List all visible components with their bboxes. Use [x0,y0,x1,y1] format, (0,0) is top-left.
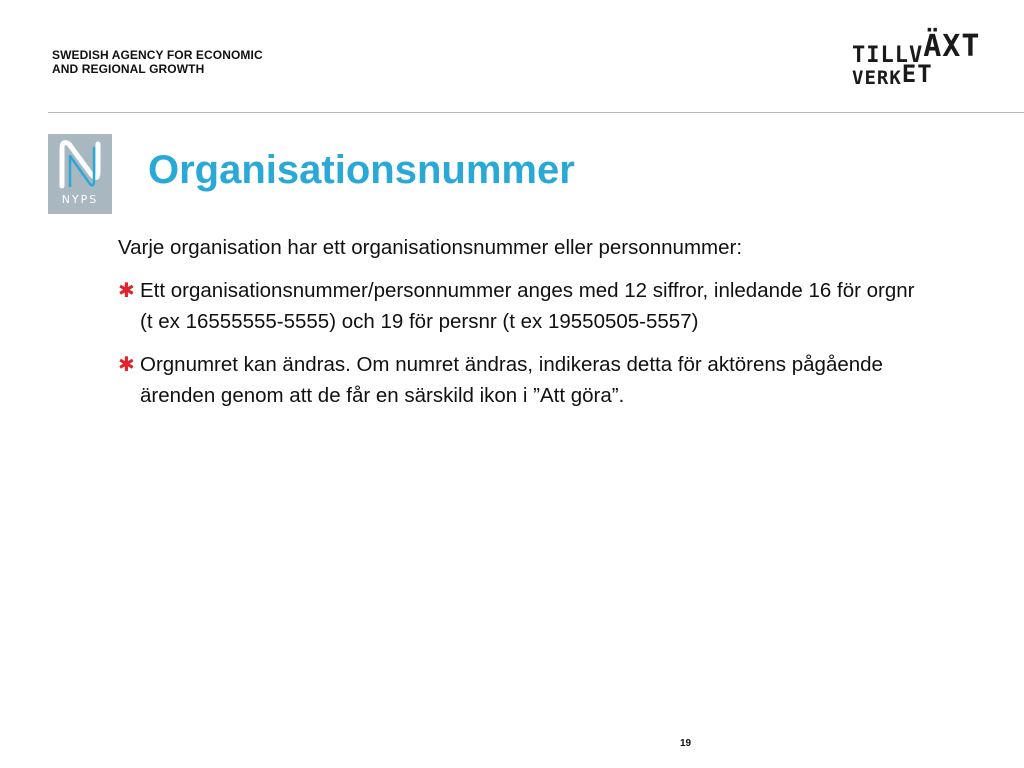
agency-name-line2: AND REGIONAL GROWTH [52,62,205,76]
bullet-item [118,349,918,411]
tillvaxtverket-logo [850,29,981,94]
nyps-badge-label: NYPS [61,193,99,206]
agency-name-line1: SWEDISH AGENCY FOR ECONOMIC [52,48,263,62]
intro-text: Varje organisation har ett organisationsnummer eller personnummer: [118,236,743,259]
page-number: 19 [680,738,692,749]
asterisk-bullet-icon: ✱ [118,278,135,302]
slide-title: Organisationsnummer [148,148,575,192]
header-divider [48,112,1024,113]
agency-name [52,48,263,76]
bullet-item [118,275,918,337]
asterisk-bullet-icon: ✱ [118,352,135,376]
logo-line1: TILLVÄXT [852,29,981,68]
bullet-text: Ett organisationsnummer/personnummer anges med 12 siffror, inledande 16 för orgnr (t ex 16555555-5555) och 19 för persnr (t ex 19550505-5557) [140,279,915,333]
slide-content [118,232,918,423]
bullet-text: Orgnumret kan ändras. Om numret ändras, indikeras detta för aktörens pågående ärenden genom att de får en särskild ikon i ”Att göra”. [140,353,883,407]
logo-line2: VERKET [852,60,933,89]
nyps-badge [48,134,112,214]
